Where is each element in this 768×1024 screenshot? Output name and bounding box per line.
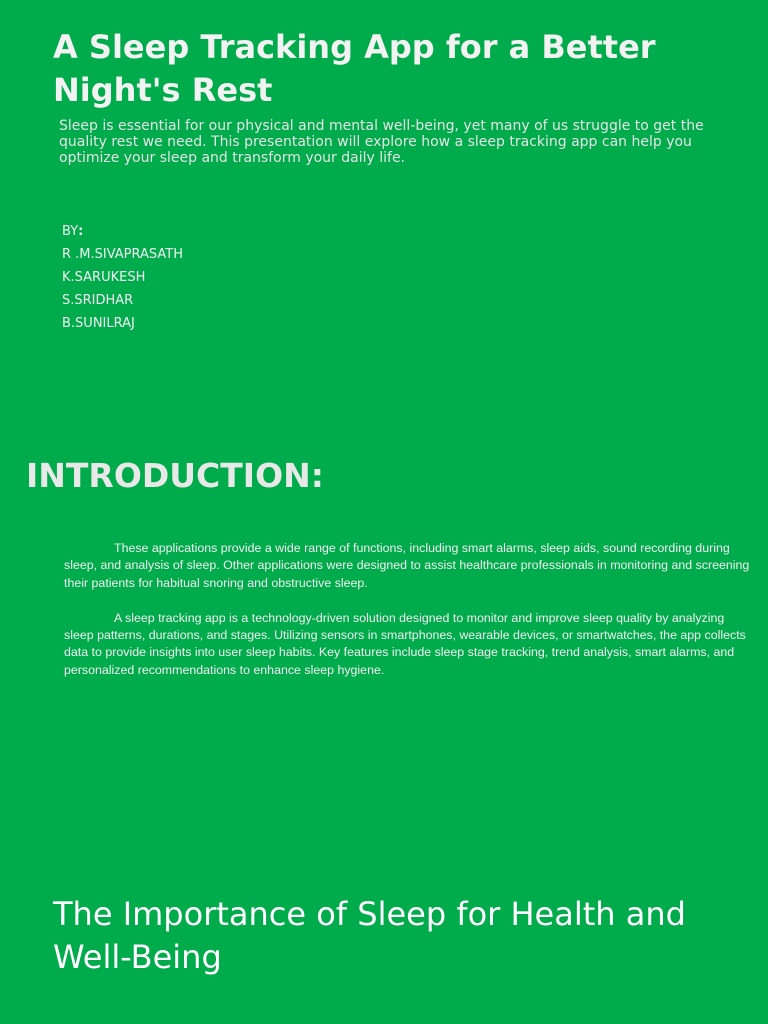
page-title: A Sleep Tracking App for a Better Night's Rest <box>53 28 656 109</box>
authors-block <box>62 220 183 335</box>
introduction-paragraph: A sleep tracking app is a technology-driven solution designed to monitor and improve sleep quality by analyzing sleep patterns, durations, and stages. Utilizing sensors in smartphones, wearable devices, or smartwatches, the app collects data to provide insights into user sleep habits. Key features include sleep stage tracking, trend analysis, smart alarms, and personalized recommendations to enhance sleep hygiene. <box>64 610 746 677</box>
author-name: S.SRIDHAR <box>62 293 134 308</box>
page-subtitle: Sleep is essential for our physical and mental well-being, yet many of us struggle to get the quality rest we need. This presentation will explore how a sleep tracking app can help you optimize your sleep and transform your daily life. <box>59 118 704 166</box>
section-heading: The Importance of Sleep for Health and Well-Being <box>53 895 686 976</box>
author-name: B.SUNILRAJ <box>62 316 135 331</box>
author-name: R .M.SIVAPRASATH <box>62 247 184 262</box>
introduction-heading: INTRODUCTION: <box>26 456 324 495</box>
by-label: BY: <box>62 224 84 239</box>
introduction-body <box>64 540 750 697</box>
introduction-paragraph: These applications provide a wide range of functions, including smart alarms, sleep aids, sound recording during sleep, and analysis of sleep. Other applications were designed to assist healthcare professionals in monitoring and screening their patients for habitual snoring and obstructive sleep. <box>64 541 750 590</box>
author-name: K.SARUKESH <box>62 270 146 285</box>
